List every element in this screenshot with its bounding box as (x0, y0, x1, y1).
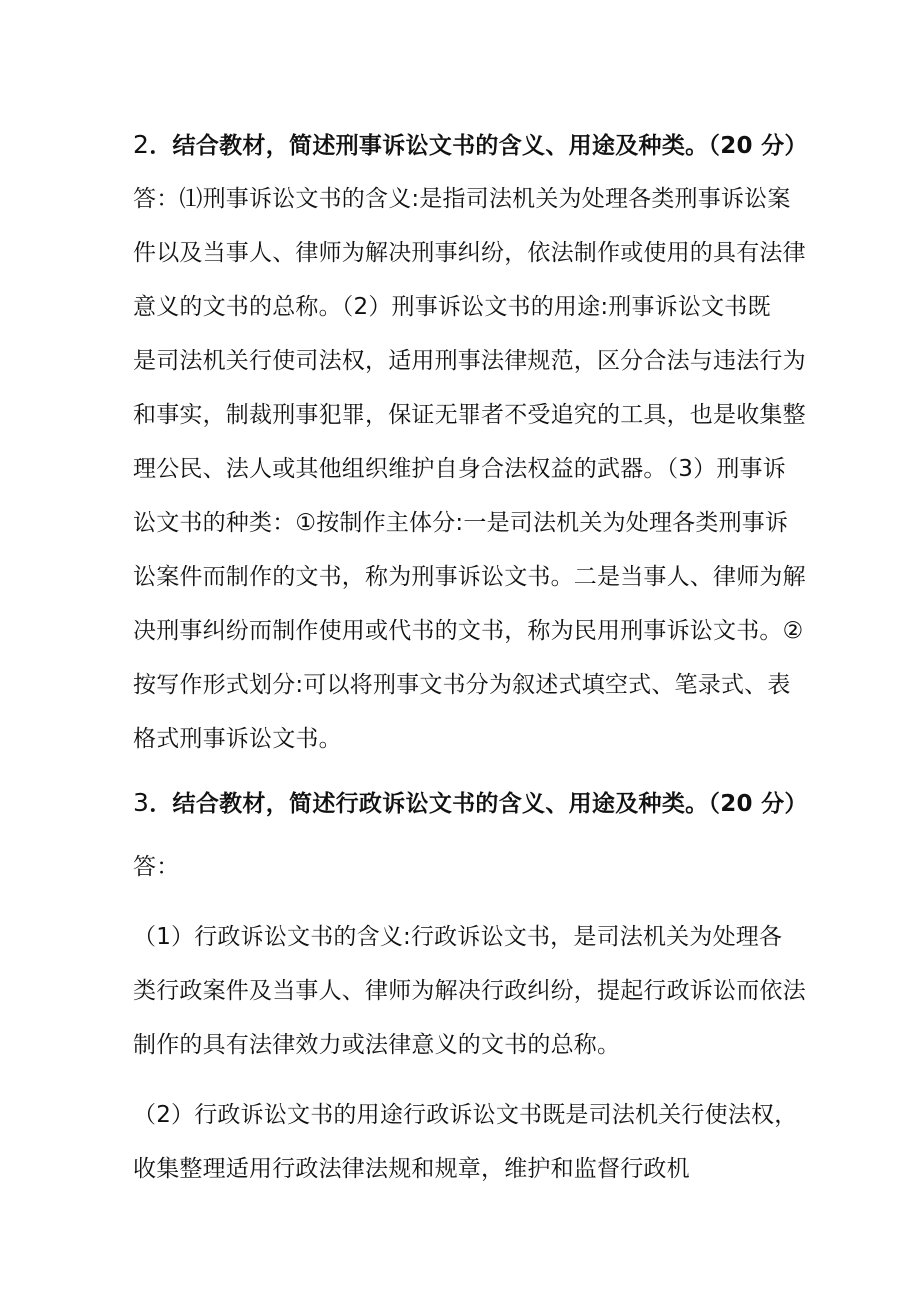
question-2-number: 2 (133, 130, 150, 159)
answer-line: 和事实，制裁刑事犯罪，保证无罪者不受追究的工具，也是收集整 (133, 402, 806, 428)
question-3-paragraph-2 (133, 1088, 833, 1196)
answer-line: （1）行政诉讼文书的含义:行政诉讼文书，是司法机关为处理各 (133, 924, 783, 950)
answer-line: 讼案件而制作的文书，称为刑事诉讼文书。二是当事人、律师为解 (133, 564, 806, 590)
question-3-number: 3 (133, 788, 150, 817)
answer-line: 制作的具有法律效力或法律意义的文书的总称。 (133, 1032, 621, 1058)
question-2-title: ．结合教材，简述刑事诉讼文书的含义、用途及种类。（20 分） (149, 133, 808, 159)
question-2-heading (133, 118, 833, 172)
question-3-answer-label: 答： (133, 854, 180, 880)
answer-line: 格式刑事诉讼文书。 (133, 726, 342, 752)
question-2-answer (133, 172, 833, 766)
document-page (133, 118, 833, 1196)
answer-line: 件以及当事人、律师为解决刑事纠纷，依法制作或使用的具有法律 (133, 240, 806, 266)
answer-line: 按写作形式划分:可以将刑事文书分为叙述式填空式、笔录式、表 (133, 672, 791, 698)
question-2-block (133, 118, 833, 766)
answer-line: 意义的文书的总称。（2）刑事诉讼文书的用途:刑事诉讼文书既 (133, 294, 771, 320)
answer-line: 收集整理适用行政法律法规和规章，维护和监督行政机 (133, 1156, 690, 1182)
answer-line: 答：⑴刑事诉讼文书的含义:是指司法机关为处理各类刑事诉讼案 (133, 186, 791, 212)
answer-line: 是司法机关行使司法权，适用刑事法律规范，区分合法与违法行为 (133, 348, 806, 374)
answer-line: 类行政案件及当事人、律师为解决行政纠纷，提起行政诉讼而依法 (133, 978, 806, 1004)
question-3-title: ．结合教材，简述行政诉讼文书的含义、用途及种类。（20 分） (149, 791, 808, 817)
answer-line: 讼文书的种类：①按制作主体分:一是司法机关为处理各类刑事诉 (133, 510, 789, 536)
question-3-paragraph-1 (133, 910, 833, 1072)
question-3-block (133, 776, 833, 1196)
answer-line: 理公民、法人或其他组织维护自身合法权益的武器。（3）刑事诉 (133, 456, 786, 482)
answer-line: 决刑事纠纷而制作使用或代书的文书，称为民用刑事诉讼文书。② (133, 618, 804, 644)
question-3-heading (133, 776, 833, 830)
answer-line: （2）行政诉讼文书的用途行政诉讼文书既是司法机关行使法权， (133, 1102, 798, 1128)
